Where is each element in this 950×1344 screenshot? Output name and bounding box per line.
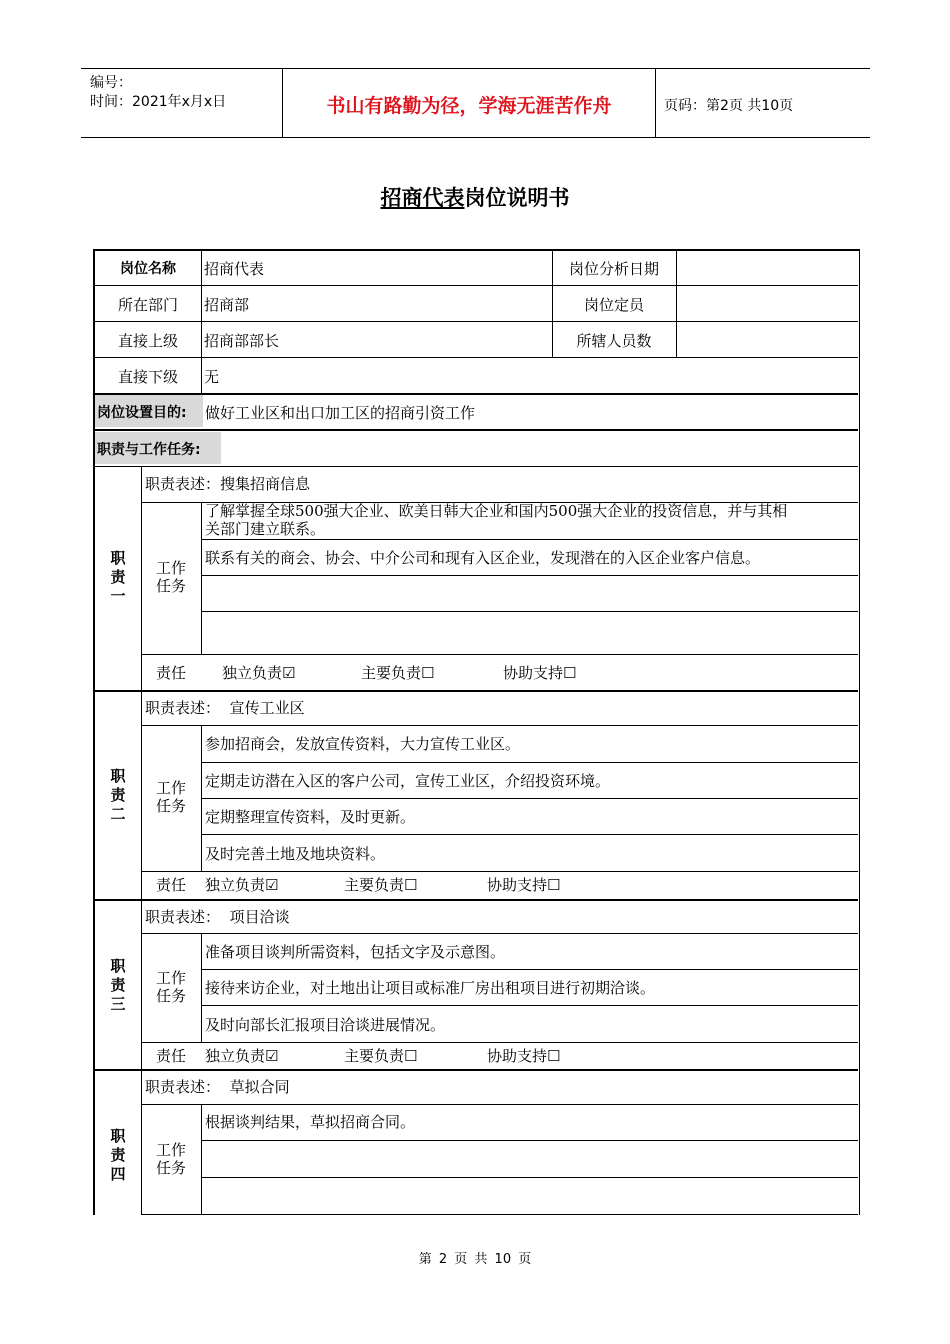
subordinates-count-label: 所辖人员数 (576, 332, 652, 350)
duty-2-task-3: 定期整理宣传资料，及时更新。 (205, 808, 416, 826)
staffing-label: 岗位定员 (583, 296, 644, 314)
duty-3-main: 主要负责☐ (344, 1047, 418, 1065)
duty-3-task-3: 及时向部长汇报项目洽谈进展情况。 (205, 1016, 446, 1034)
duty-4-task-1: 根据谈判结果，草拟招商合同。 (205, 1113, 416, 1131)
date-label: 时间：2021年x月x日 (90, 94, 227, 110)
header-right-cell (655, 69, 870, 137)
duty-2-assist: 协助支持☐ (487, 876, 561, 894)
duty-4-statement: 职责表述： 草拟合同 (145, 1078, 290, 1096)
purpose-value: 做好工业区和出口加工区的招商引资工作 (205, 404, 476, 422)
duty-1-assist: 协助支持☐ (503, 664, 577, 682)
duty-1-task-2: 联系有关的商会、协会、中介公司和现有入区企业，发现潜在的入区企业客户信息。 (205, 549, 761, 567)
page-header (81, 68, 870, 138)
duty-3-label: 职 责 三 (110, 957, 126, 1013)
duty-1-task-1-cont: 关部门建立联系。 (205, 520, 326, 538)
duty-3-task-2: 接待来访企业，对土地出让项目或标准厂房出租项目进行初期洽谈。 (205, 979, 656, 997)
position-name-value: 招商代表 (204, 260, 265, 278)
duty-1-task-1: 了解掌握全球500强大企业、欧美日韩大企业和国内500强大企业的投资信息，并与其相 (205, 502, 788, 520)
duty-2-task-1: 参加招商会，发放宣传资料，大力宣传工业区。 (205, 735, 521, 753)
superior-label: 直接上级 (117, 332, 178, 350)
job-description-table (93, 249, 860, 1215)
duty-1-statement: 职责表述：搜集招商信息 (145, 475, 311, 493)
subordinate-value: 无 (204, 368, 220, 386)
duty-1-task-label: 工作 任务 (155, 559, 186, 595)
duty-2-independent: 独立负责☑ (205, 876, 279, 894)
title-underlined: 招商代表 (380, 186, 465, 210)
document-title (0, 182, 950, 212)
department-value: 招商部 (204, 296, 250, 314)
duty-2-resp-label: 责任 (155, 876, 186, 894)
duty-4-task-label: 工作 任务 (155, 1141, 186, 1177)
analysis-date-label: 岗位分析日期 (568, 260, 659, 278)
duties-heading: 职责与工作任务: (97, 442, 201, 458)
department-label: 所在部门 (117, 296, 178, 314)
duty-3-task-label: 工作 任务 (155, 969, 186, 1005)
duty-2-task-label: 工作 任务 (155, 779, 186, 815)
duty-2-statement: 职责表述： 宣传工业区 (145, 699, 305, 717)
duty-3-independent: 独立负责☑ (205, 1047, 279, 1065)
superior-value: 招商部部长 (204, 332, 280, 350)
title-rest: 岗位说明书 (464, 186, 570, 210)
duty-2-task-2: 定期走访潜在入区的客户公司，宣传工业区，介绍投资环境。 (205, 772, 611, 790)
duty-1-resp-label: 责任 (155, 664, 186, 682)
duty-3-statement: 职责表述： 项目洽谈 (145, 908, 290, 926)
page-count-label: 页码：第2页 共10页 (664, 98, 794, 114)
page-footer: 第 2 页 共 10 页 (418, 1252, 532, 1267)
header-motto-cell (282, 69, 656, 137)
duty-1-independent: 独立负责☑ (222, 664, 296, 682)
duty-3-task-1: 准备项目谈判所需资料，包括文字及示意图。 (205, 943, 506, 961)
motto: 书山有路勤为径，学海无涯苦作舟 (326, 95, 612, 117)
duty-1-label: 职 责 一 (110, 549, 126, 605)
position-name-label: 岗位名称 (120, 261, 176, 277)
number-label: 编号： (90, 75, 132, 91)
subordinate-label: 直接下级 (117, 368, 178, 386)
duty-3-resp-label: 责任 (155, 1047, 186, 1065)
duty-2-label: 职 责 二 (110, 767, 126, 823)
duty-2-task-4: 及时完善土地及地块资料。 (205, 845, 386, 863)
duty-2-main: 主要负责☐ (344, 876, 418, 894)
purpose-label: 岗位设置目的: (97, 405, 187, 421)
header-left-cell (81, 69, 281, 137)
duty-1-main: 主要负责☐ (361, 664, 435, 682)
duty-3-assist: 协助支持☐ (487, 1047, 561, 1065)
duty-4-label: 职 责 四 (110, 1127, 126, 1183)
